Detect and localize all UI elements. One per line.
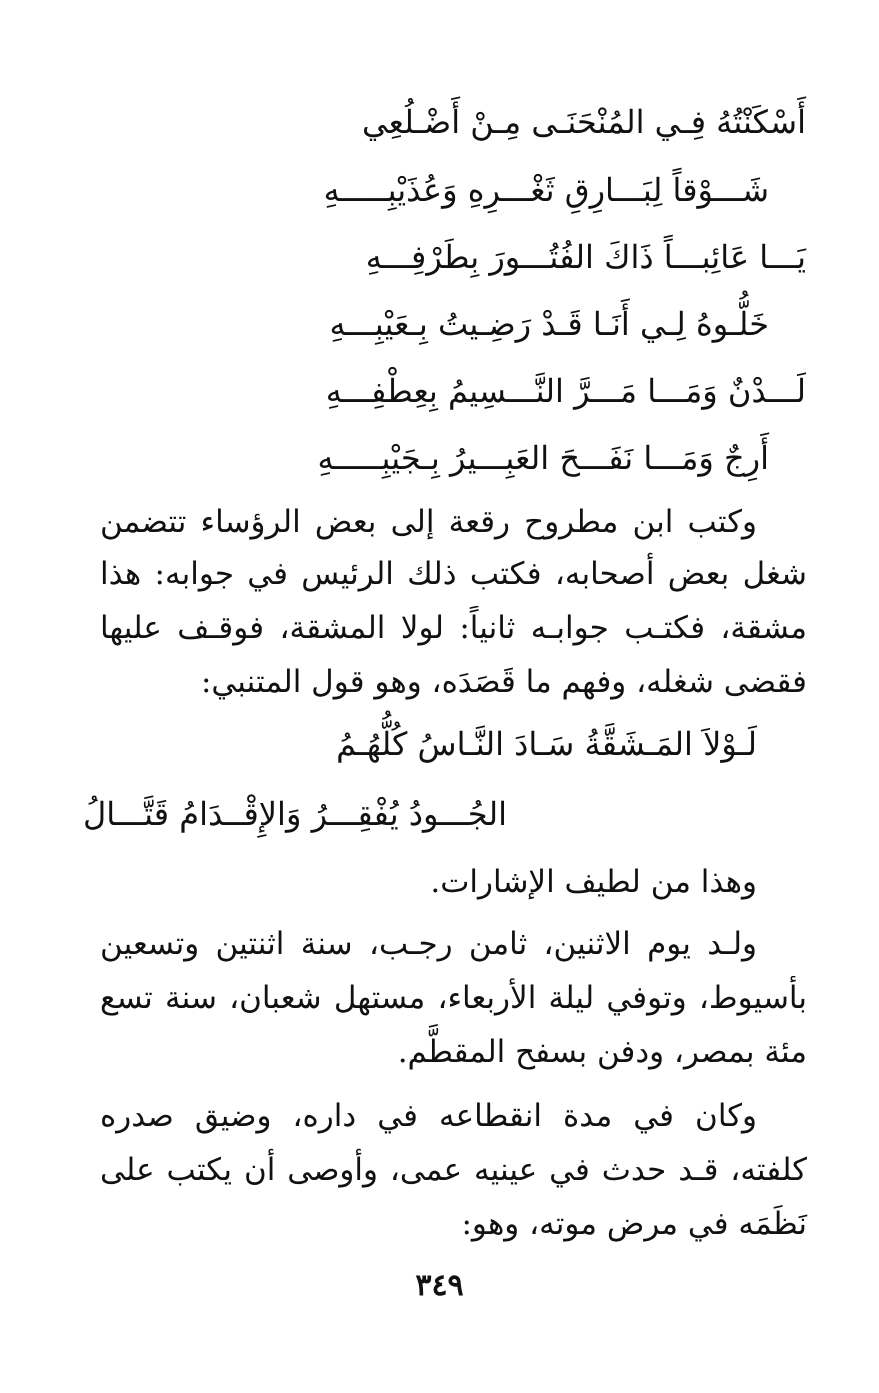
paragraph-1-line-3: مشقة، فكتـب جوابـه ثانياً: لولا المشقة، فوقـف عليها — [100, 610, 807, 646]
paragraph-1-line-2: شغل بعض أصحابه، فكتب ذلك الرئيس في جوابه: هذا — [100, 556, 807, 592]
paragraph-1-line-4: فقضى شغله، وفهم ما قَصَدَه، وهو قول المتنبي: — [200, 664, 807, 700]
paragraph-3-line-1: ولـد يوم الاثنين، ثامن رجـب، سنة اثنتين وتسعين — [100, 926, 757, 962]
page-number: ٣٤٩ — [415, 1268, 464, 1303]
paragraph-2: وهذا من لطيف الإشارات. — [430, 864, 757, 900]
verse-line-5: لَـــدْنٌ وَمَـــا مَـــرَّ النَّـــسِيمُ بِعِطْفِـــهِ — [325, 372, 806, 410]
verse2-line-2: الجُـــودُ يُفْقِـــرُ وَالإِقْــدَامُ قَتَّـــالُ — [83, 795, 507, 833]
verse-line-4: خَلُّـوهُ لِـي أَنَـا قَـدْ رَضِـيتُ بِـعَيْبِـــهِ — [329, 305, 769, 343]
verse-line-2: شَـــوْقاً لِبَـــارِقِ ثَغْـــرِهِ وَعُذَيْبِـــــهِ — [323, 171, 769, 209]
paragraph-4-line-2: كلفته، قـد حدث في عينيه عمى، وأوصى أن يكتب على — [100, 1152, 807, 1188]
paragraph-4-line-1: وكان في مدة انقطاعه في داره، وضيق صدره — [100, 1098, 757, 1134]
paragraph-4-line-3: نَظَمَه في مرض موته، وهو: — [461, 1206, 807, 1242]
verse-line-3: يَـــا عَائِبـــاً ذَاكَ الفُتُـــورَ بِطَرْفِـــهِ — [365, 238, 806, 276]
verse-line-6: أَرِجٌ وَمَـــا نَفَـــحَ العَبِـــيرُ بِـجَيْبِـــــهِ — [317, 439, 769, 477]
verse2-line-1: لَـوْلاَ المَـشَقَّةُ سَـادَ النَّـاسُ كُلُّهُـمُ — [336, 725, 757, 763]
paragraph-3-line-3: مئة بمصر، ودفن بسفح المقطَّم. — [397, 1034, 807, 1070]
verse-line-1: أَسْكَنْتُهُ فِـي المُنْحَنَـى مِـنْ أَضْـلُعِي — [361, 103, 806, 141]
paragraph-1-line-1: وكتب ابن مطروح رقعة إلى بعض الرؤساء تتضمن — [100, 504, 757, 540]
paragraph-3-line-2: بأسيوط، وتوفي ليلة الأربعاء، مستهل شعبان، سنة تسع — [100, 980, 807, 1016]
